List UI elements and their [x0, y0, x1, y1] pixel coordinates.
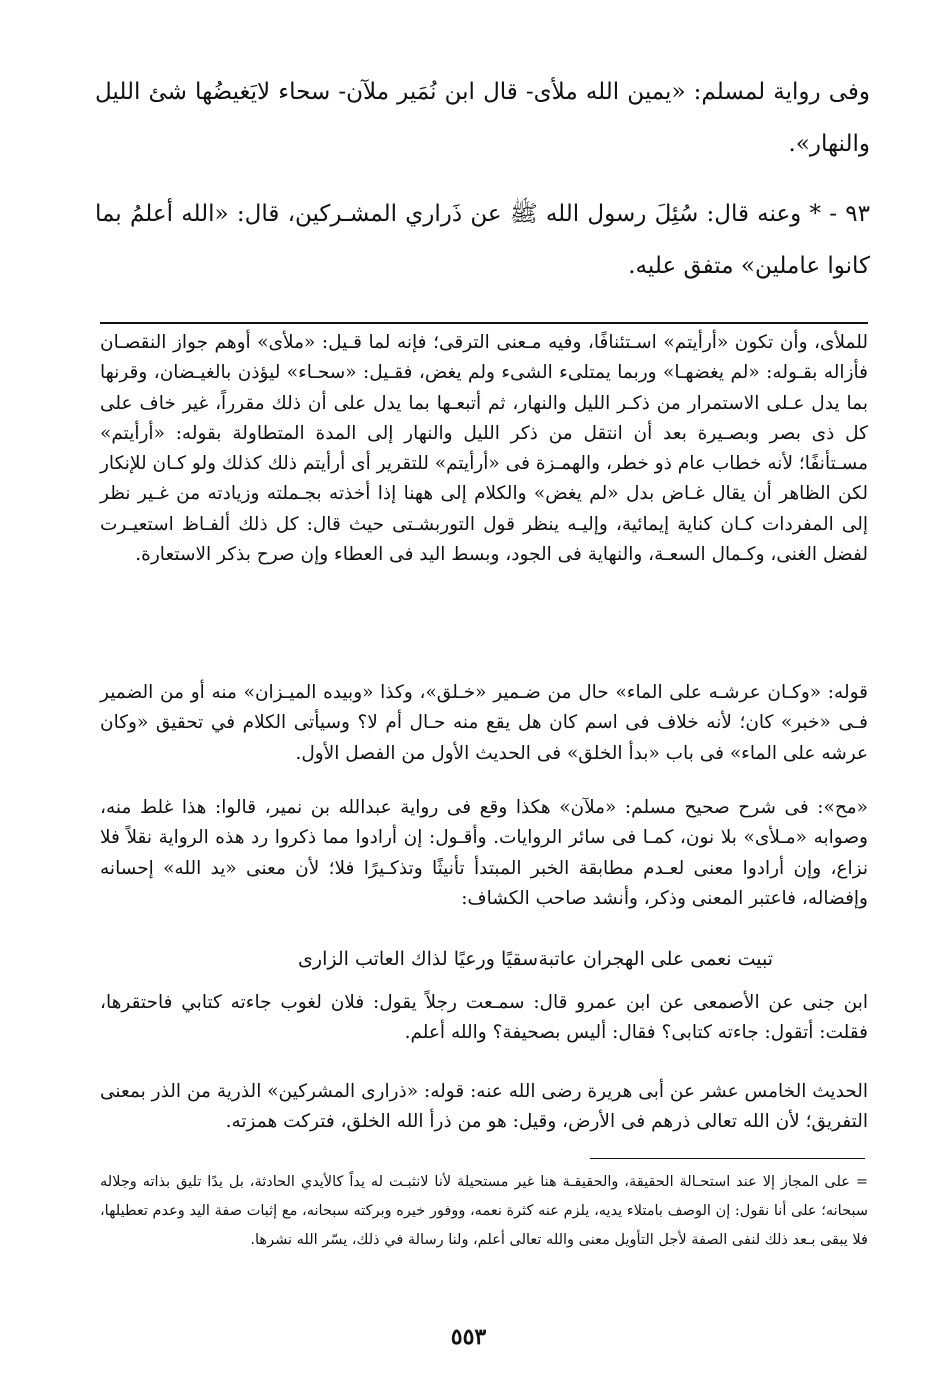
footnote: = على المجاز إلا عند استحـالة الحقيقة، والحقيقـة هنا غير مستحيلة لأنا لانثبـت له يداً كالأيدي الحادثة، بل يدًا تليق بذاته وجلاله سبحانه؛ على أنا نقول: إن الوصف بامتلاء يديه، يلزم عنه كثرة نعمه، ووفور خيره وبركته سبحانه، مع إثبات صفة اليد وعدم تعطيلها، فلا يبقى بـعد ذلك لنفى الصفة لأجل التأويل معنى والله تعالى أعلم، ولنا رسالة في ذلك، يسّر الله نشرها. [100, 1174, 868, 1248]
hadith-text-paragraph: وفى رواية لمسلم: «يمين الله ملأى- قال ابن نُمَير ملآن- سحاء لايَغيضُها شئ الليل والنهار». [95, 79, 870, 157]
commentary-paragraph: ابن جنى عن الأصمعى عن ابن عمرو قال: سمـعت رجلاً يقول: فلان لغوب جاءته كتابي فاحتقرها، فقلت: أتقول: جاءته كتابى؟ فقال: أليس بصحيفة؟ والله أعلم. [100, 992, 868, 1044]
poem-verse [100, 944, 868, 980]
poem-hemistich: سقيًا ورعيًا لذاك العاتب الزارى [298, 948, 538, 970]
footnote-separator [590, 1158, 865, 1159]
commentary-paragraph: قوله: «وكـان عرشـه على الماء» حال من ضـمير «خـلق»، وكذا «وبيده الميـزان» منه أو من الضمير فـى «خبر» كان؛ لأنه خلاف فى اسم كان هل يقع منه حـال أم لا؟ وسيأتى الكلام في تحقيق «وكان عرشه على الماء» فى باب «بدأ الخلق» فى الحديث الأول من الفصل الأول. [100, 682, 868, 764]
commentary-separator [100, 322, 868, 324]
poem-hemistich: تبيت نعمى على الهجران عاتبة [538, 948, 773, 970]
hadith-93-paragraph: ٩٣ - * وعنه قال: سُئِلَ رسول الله ﷺ عن ذَراري المشـركين، قال: «الله أعلمُ بما كانوا عاملين» متفق عليه. [95, 201, 870, 279]
commentary-paragraph: الحديث الخامس عشر عن أبى هريرة رضى الله عنه: قوله: «ذرارى المشركين» الذرية من الذر بمعنى التفريق؛ لأن الله تعالى ذرهم فى الأرض، وقيل: هو من ذرأ الله الخلق، فتركت همزته. [100, 1081, 868, 1133]
commentary-paragraph: للملأى، وأن تكون «أرأيتم» اسـتئنافًا، وفيه مـعنى الترقى؛ فإنه لما قـيل: «ملأى» أوهم جواز النقصـان فأزاله بقـوله: «لم يغضهـا» وربما يمتلىء الشىء ولم يغض، فقـيل: «سحـاء» ليؤذن بالغيـضان، وقرنها بما يدل عـلى الاستمرار من ذكـر الليل والنهار، ثم أتبعـها بما يدل على أن ذلك مقرراً، غير خاف على كل ذى بصر وبصـيرة بعد أن انتقل من ذكر الليل والنهار إلى المدة المتطاولة بقوله: «أرأيتم» مسـتأنفًا؛ لأنه خطاب عام ذو خطر، والهمـزة فى «أرأيتم» للتقرير أى أرأيتم ذلك كذلك ولو كـان للإنكار لكن الظاهر أن يقال غـاض بدل «لم يغض» والكلام إلى ههنا إذا أخذته بجـملته وزيادته من غـير نظر إلى المفردات كـان كناية إيمائية، وإليـه ينظر قول التوربشـتى حيث قال: كل ذلك ألفـاظ استعيـرت لفضل الغنى، وكـمال السعـة، والنهاية فى الجود، وبسط اليد فى العطاء وإن صرح بذكر الاستعارة. [100, 332, 868, 566]
commentary-paragraph: «مح»: فى شرح صحيح مسلم: «ملآن» هكذا وقع فى رواية عبدالله بن نمير، قالوا: هذا غلط منه، وصوابه «مـلأى» بلا نون، كمـا فى سائر الروايات. وأقـول: إن أرادوا مما ذكروا رد هذه الرواية نقلاً فلا نزاع، وإن أرادوا معنى لعـدم مطابقة الخبر المبتدأ تأنيثًا وتذكـيرًا فلا؛ لأن معنى «يد الله» إحسانه وإفضاله، فاعتبر المعنى وذكر، وأنشد صاحب الكشاف: [100, 797, 868, 909]
page-number: ٥٥٣ [450, 1324, 487, 1350]
